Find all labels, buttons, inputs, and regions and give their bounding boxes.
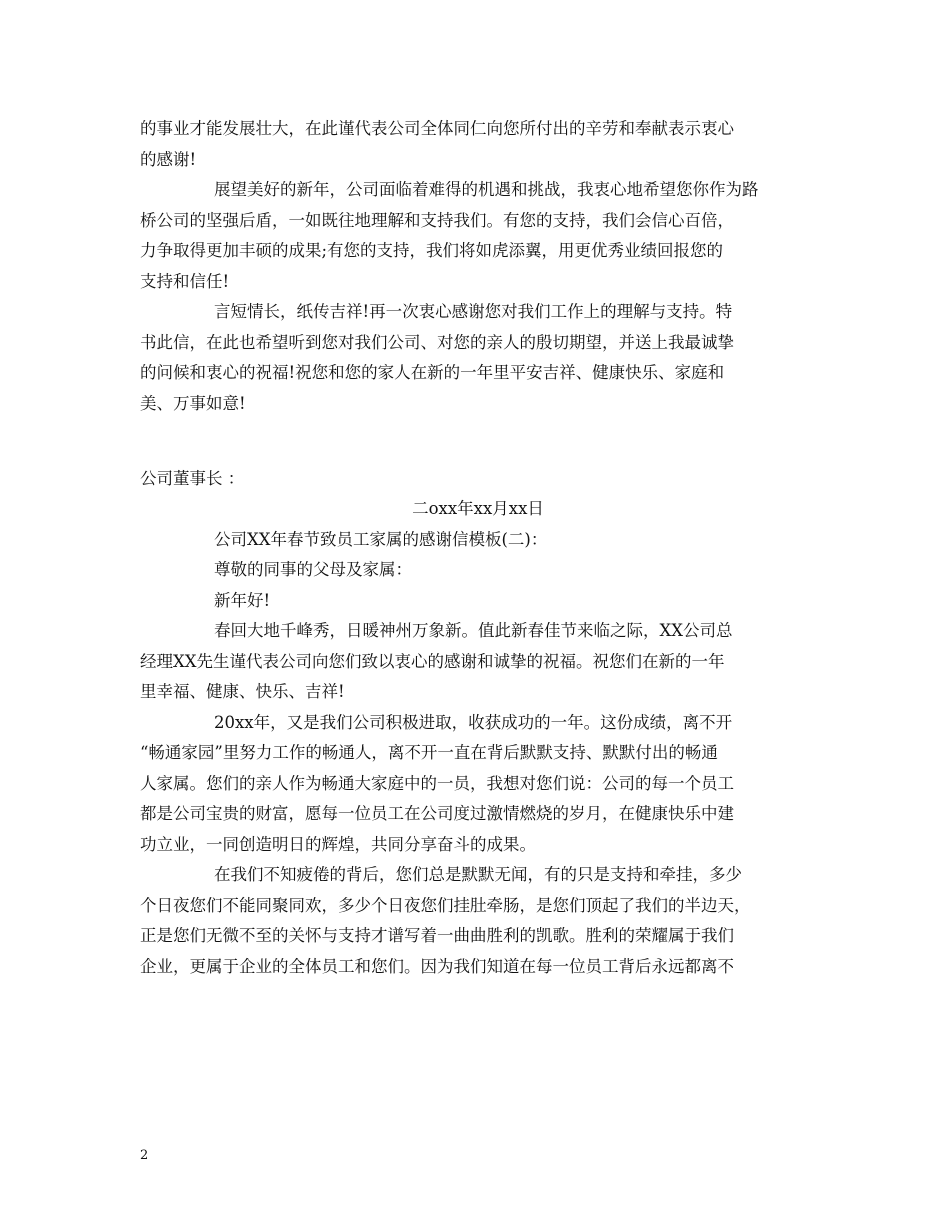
text-line: 功立业，一同创造明日的辉煌，共同分享奋斗的成果。 [140,834,536,854]
text-line: 20xx年，又是我们公司积极进取，收获成功的一年。这份成绩，离不开 [214,712,733,732]
text-line: 经理XX先生谨代表公司向您们致以衷心的感谢和诚挚的祝福。祝您们在新的一年 [140,651,725,671]
text-line: 尊敬的同事的父母及家属： [214,560,412,579]
text-line: 桥公司的坚强后盾，一如既往地理解和支持我们。有您的支持，我们会信心百倍， [140,210,734,230]
text-line: 支持和信任! [140,271,230,291]
text-line: 的问候和衷心的祝福!祝您和您的家人在新的一年里平安吉祥、健康快乐、家庭和 [140,363,725,382]
text-line: 的感谢! [140,149,197,169]
text-line: 力争取得更加丰硕的成果;有您的支持，我们将如虎添翼，用更优秀业绩回报您的 [140,241,724,260]
text-line: 在我们不知疲倦的背后，您们总是默默无闻，有的只是支持和牵挂，多少 [214,865,742,884]
text-line: 都是公司宝贵的财富，愿每一位员工在公司度过激情燃烧的岁月，在健康快乐中建 [140,804,734,823]
text-line: 书此信，在此也希望听到您对我们公司、对您的亲人的殷切期望，并送上我最诚挚 [140,332,734,352]
text-line: 人家属。您们的亲人作为畅通大家庭中的一员，我想对您们说：公司的每一个员工 [140,773,734,793]
text-line: 的事业才能发展壮大，在此谨代表公司全体同仁向您所付出的辛劳和奉献表示衷心 [140,119,734,138]
text-line: “畅通家园”里努力工作的畅通人，离不开一直在背后默默支持、默默付出的畅通 [140,743,718,762]
blank-line [140,419,816,450]
text-line: 春回大地千峰秀，日暖神州万象新。值此新春佳节来临之际，XX公司总 [214,621,733,640]
text-line: 企业，更属于企业的全体员工和您们。因为我们知道在每一位员工背后永远都离不 [140,956,734,976]
text-line: 正是您们无微不至的关怀与支持才谱写着一曲曲胜利的凯歌。胜利的荣耀属于我们 [140,926,734,945]
text-line: 个日夜您们不能同聚同欢，多少个日夜您们挂肚牵肠，是您们顶起了我们的半边天， [140,895,751,915]
document-body [140,114,816,982]
text-line: 言短情长，纸传吉祥!再一次衷心感谢您对我们工作上的理解与支持。特 [214,302,733,321]
text-line: 二oxx年xx月xx日 [412,499,544,518]
text-line: 公司XX年春节致员工家属的感谢信模板(二)： [214,529,548,549]
text-line: 美、万事如意! [140,393,246,413]
text-line: 里幸福、健康、快乐、吉祥! [140,682,345,701]
text-line: 公司董事长 ： [140,468,245,488]
page-number: 2 [140,1148,149,1163]
text-line: 展望美好的新年，公司面临着难得的机遇和挑战，我衷心地希望您你作为路 [214,180,759,199]
text-line: 新年好! [214,590,271,610]
